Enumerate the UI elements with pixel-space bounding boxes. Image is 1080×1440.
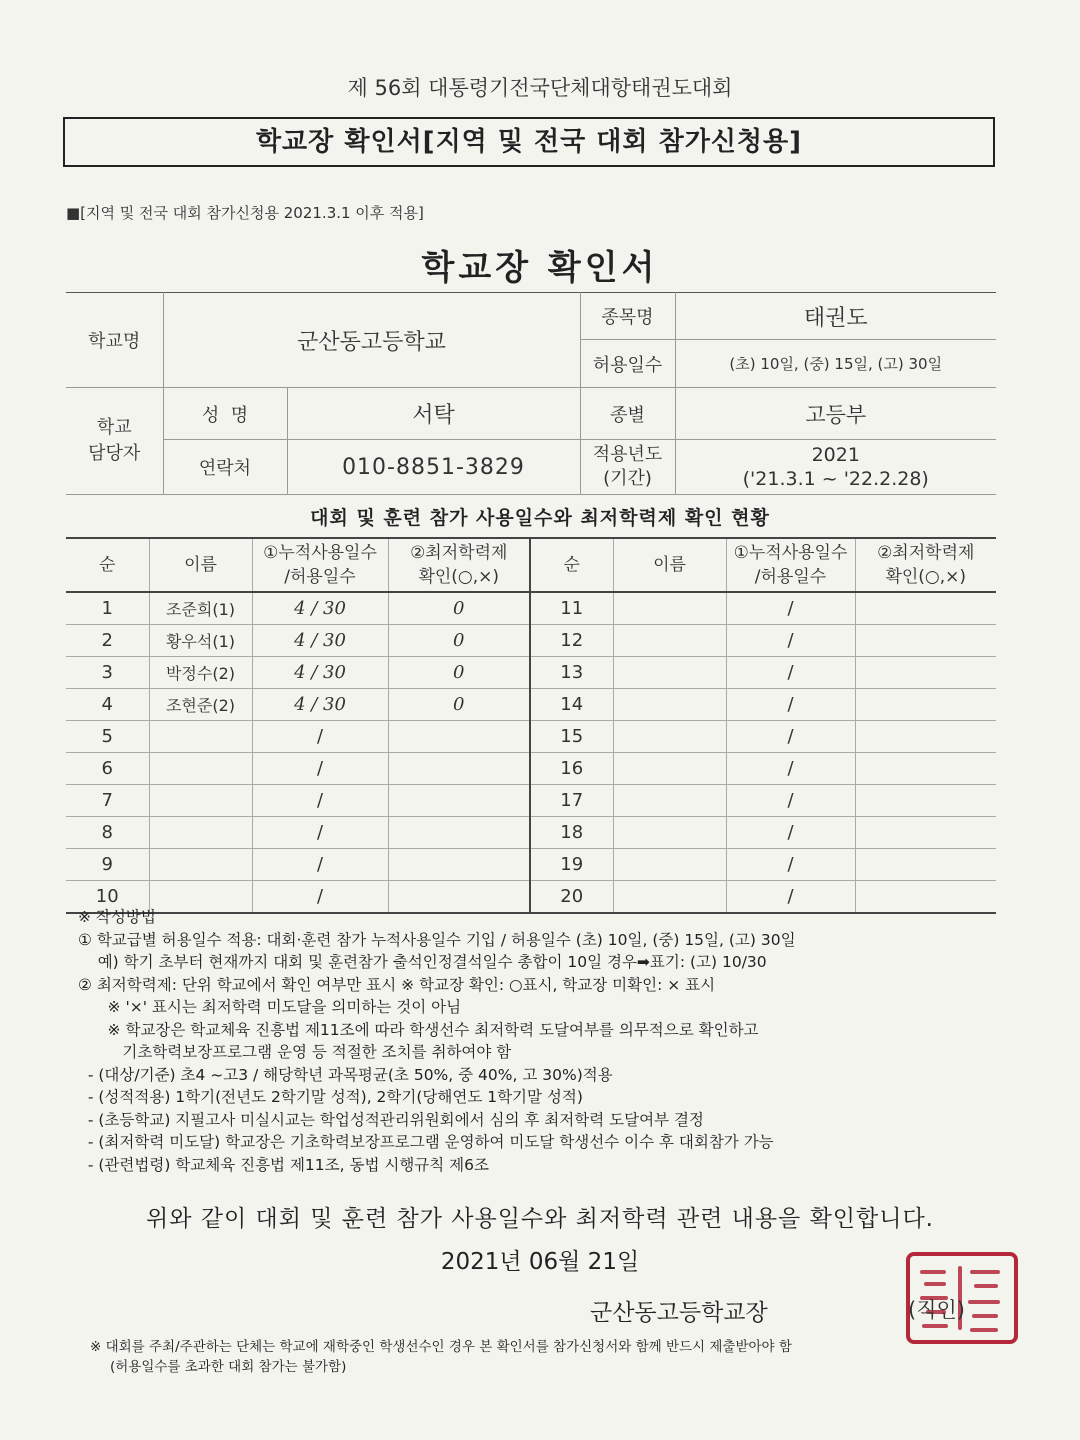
academic-check bbox=[855, 689, 996, 721]
athlete-name bbox=[149, 817, 252, 849]
info-table bbox=[66, 292, 996, 495]
status-table bbox=[66, 537, 996, 914]
used-days: 4 / 30 bbox=[252, 592, 388, 625]
row-number: 14 bbox=[530, 689, 613, 721]
division-label: 종별 bbox=[580, 388, 675, 440]
instruction-line: ① 학교급별 허용일수 적용: 대회·훈련 참가 누적사용일수 기입 / 허용일수 (초) 10일, (중) 15일, (고) 30일 bbox=[78, 930, 796, 949]
row-number: 3 bbox=[66, 657, 149, 689]
athlete-name: 박정수(2) bbox=[149, 657, 252, 689]
used-days: / bbox=[252, 817, 388, 849]
form-title-box: 학교장 확인서[지역 및 전국 대회 참가신청용] bbox=[63, 117, 995, 167]
row-number: 7 bbox=[66, 785, 149, 817]
athlete-name bbox=[149, 753, 252, 785]
event-title: 제 56회 대통령기전국단체대항태권도대회 bbox=[347, 76, 733, 100]
row-number: 11 bbox=[530, 592, 613, 625]
row-number: 15 bbox=[530, 721, 613, 753]
athlete-name bbox=[613, 753, 726, 785]
header-no: 순 bbox=[66, 538, 149, 592]
row-number: 13 bbox=[530, 657, 613, 689]
row-number: 4 bbox=[66, 689, 149, 721]
athlete-name bbox=[149, 785, 252, 817]
academic-check: 0 bbox=[388, 625, 530, 657]
manager-label: 학교 담당자 bbox=[66, 388, 163, 495]
sport-label: 종목명 bbox=[580, 293, 675, 340]
issue-date: 2021년 06월 21일 bbox=[440, 1249, 640, 1275]
academic-check bbox=[855, 817, 996, 849]
athlete-name bbox=[149, 721, 252, 753]
header-days-right: ①누적사용일수 /허용일수 bbox=[726, 538, 855, 592]
academic-check bbox=[855, 753, 996, 785]
row-number: 18 bbox=[530, 817, 613, 849]
academic-check bbox=[388, 817, 530, 849]
header-check-right: ②최저학력제 확인(○,×) bbox=[855, 538, 996, 592]
table-row bbox=[66, 689, 996, 721]
used-days: / bbox=[252, 881, 388, 914]
athlete-name: 조준희(1) bbox=[149, 592, 252, 625]
table-row bbox=[66, 849, 996, 881]
academic-check: 0 bbox=[388, 657, 530, 689]
academic-check bbox=[855, 849, 996, 881]
sport-value: 태권도 bbox=[675, 293, 996, 340]
row-number: 19 bbox=[530, 849, 613, 881]
academic-check: 0 bbox=[388, 592, 530, 625]
instruction-line: ② 최저학력제: 단위 학교에서 확인 여부만 표시 ※ 학교장 확인: ○표시, 학교장 미확인: × 표시 bbox=[78, 975, 716, 994]
athlete-name bbox=[613, 625, 726, 657]
used-days: / bbox=[726, 689, 855, 721]
header-days: ①누적사용일수 /허용일수 bbox=[252, 538, 388, 592]
used-days: / bbox=[726, 753, 855, 785]
academic-check bbox=[388, 721, 530, 753]
table-row bbox=[66, 817, 996, 849]
contact-label: 연락처 bbox=[163, 440, 287, 495]
header-no-right: 순 bbox=[530, 538, 613, 592]
used-days: / bbox=[726, 625, 855, 657]
athlete-name bbox=[613, 817, 726, 849]
header-check: ②최저학력제 확인(○,×) bbox=[388, 538, 530, 592]
principal-name: 군산동고등학교장 bbox=[590, 1300, 768, 1326]
row-number: 5 bbox=[66, 721, 149, 753]
instruction-line: ※ '×' 표시는 최저학력 미도달을 의미하는 것이 아님 bbox=[78, 998, 462, 1016]
allowed-days-label: 허용일수 bbox=[580, 340, 675, 388]
used-days: / bbox=[252, 753, 388, 785]
header-name-right: 이름 bbox=[613, 538, 726, 592]
used-days: / bbox=[726, 592, 855, 625]
academic-check bbox=[388, 785, 530, 817]
athlete-name bbox=[613, 785, 726, 817]
manager-name-label: 성 명 bbox=[163, 388, 287, 440]
athlete-name: 조현준(2) bbox=[149, 689, 252, 721]
academic-check bbox=[855, 721, 996, 753]
used-days: 4 / 30 bbox=[252, 625, 388, 657]
division-value: 고등부 bbox=[675, 388, 996, 440]
used-days: / bbox=[726, 657, 855, 689]
footer-note bbox=[90, 1337, 792, 1377]
school-name: 군산동고등학교 bbox=[163, 293, 580, 388]
row-number: 6 bbox=[66, 753, 149, 785]
seal-label: (직인) bbox=[908, 1298, 965, 1322]
table-row bbox=[66, 785, 996, 817]
used-days: / bbox=[726, 849, 855, 881]
used-days: / bbox=[726, 817, 855, 849]
table-row bbox=[66, 625, 996, 657]
year-value: 2021 bbox=[811, 444, 860, 466]
athlete-name bbox=[613, 592, 726, 625]
instruction-line: 예) 학기 초부터 현재까지 대회 및 훈련참가 출석인정결석일수 총합이 10일 경우➡표기: (고) 10/30 bbox=[78, 953, 767, 971]
section-title: 대회 및 훈련 참가 사용일수와 최저학력제 확인 현황 bbox=[310, 507, 770, 529]
used-days: / bbox=[726, 721, 855, 753]
instruction-line: - (관련법령) 학교체육 진흥법 제11조, 동법 시행규칙 제6조 bbox=[78, 1155, 489, 1174]
footer-line-1: ※ 대회를 주최/주관하는 단체는 학교에 재학중인 학생선수인 경우 본 확인서를 참가신청서와 함께 반드시 제출받아야 함 bbox=[90, 1339, 792, 1355]
used-days: / bbox=[252, 721, 388, 753]
row-number: 12 bbox=[530, 625, 613, 657]
academic-check: 0 bbox=[388, 689, 530, 721]
row-number: 9 bbox=[66, 849, 149, 881]
row-number: 20 bbox=[530, 881, 613, 914]
used-days: 4 / 30 bbox=[252, 689, 388, 721]
athlete-name bbox=[613, 657, 726, 689]
instruction-line: ※ 작성방법 bbox=[78, 908, 156, 926]
academic-check bbox=[855, 785, 996, 817]
instruction-line: 기초학력보장프로그램 운영 등 적절한 조치를 취하여야 함 bbox=[78, 1043, 512, 1061]
allowed-days-value: (초) 10일, (중) 15일, (고) 30일 bbox=[675, 340, 996, 388]
row-number: 2 bbox=[66, 625, 149, 657]
instruction-line: - (초등학교) 지필고사 미실시교는 학업성적관리위원회에서 심의 후 최저학력 도달여부 결정 bbox=[78, 1110, 704, 1129]
year-label: 적용년도 (기간) bbox=[580, 440, 675, 495]
row-number: 17 bbox=[530, 785, 613, 817]
used-days: / bbox=[726, 785, 855, 817]
instruction-line: - (성적적용) 1학기(전년도 2학기말 성적), 2학기(당해연도 1학기말 성적) bbox=[78, 1088, 583, 1106]
table-row bbox=[66, 592, 996, 625]
table-row bbox=[66, 721, 996, 753]
athlete-name: 황우석(1) bbox=[149, 625, 252, 657]
athlete-name bbox=[149, 849, 252, 881]
athlete-name bbox=[613, 849, 726, 881]
used-days: / bbox=[252, 849, 388, 881]
academic-check bbox=[388, 753, 530, 785]
instruction-line: - (대상/기준) 초4 ~고3 / 해당학년 과목평균(초 50%, 중 40%, 고 30%)적용 bbox=[78, 1065, 613, 1084]
academic-check bbox=[855, 657, 996, 689]
used-days: 4 / 30 bbox=[252, 657, 388, 689]
contact-value: 010-8851-3829 bbox=[287, 440, 580, 495]
period-value: ('21.3.1 ~ '22.2.28) bbox=[742, 468, 929, 490]
confirmation-statement: 위와 같이 대회 및 훈련 참가 사용일수와 최저학력 관련 내용을 확인합니다. bbox=[146, 1206, 934, 1232]
athlete-name bbox=[613, 721, 726, 753]
instruction-line: - (최저학력 미도달) 학교장은 기초학력보장프로그램 운영하여 미도달 학생선수 이수 후 대회참가 가능 bbox=[78, 1133, 774, 1151]
academic-check bbox=[855, 592, 996, 625]
row-number: 16 bbox=[530, 753, 613, 785]
used-days: / bbox=[252, 785, 388, 817]
row-number: 8 bbox=[66, 817, 149, 849]
manager-name: 서탁 bbox=[287, 388, 580, 440]
academic-check bbox=[388, 849, 530, 881]
status-table-body bbox=[66, 592, 996, 913]
table-row bbox=[66, 753, 996, 785]
year-cell bbox=[675, 440, 996, 495]
header-name: 이름 bbox=[149, 538, 252, 592]
document-title: 학교장 확인서 bbox=[421, 248, 659, 288]
school-label: 학교명 bbox=[66, 293, 163, 388]
footer-line-2: (허용일수를 초과한 대회 참가는 불가함) bbox=[110, 1359, 347, 1375]
instruction-line: ※ 학교장은 학교체육 진흥법 제11조에 따라 학생선수 최저학력 도달여부를 의무적으로 확인하고 bbox=[78, 1020, 759, 1039]
instructions bbox=[78, 906, 998, 1176]
academic-check bbox=[855, 625, 996, 657]
row-number: 10 bbox=[66, 881, 149, 914]
row-number: 1 bbox=[66, 592, 149, 625]
applicability-notice: ■[지역 및 전국 대회 참가신청용 2021.3.1 이후 적용] bbox=[66, 204, 424, 222]
used-days: / bbox=[726, 881, 855, 914]
table-row bbox=[66, 657, 996, 689]
athlete-name bbox=[613, 689, 726, 721]
